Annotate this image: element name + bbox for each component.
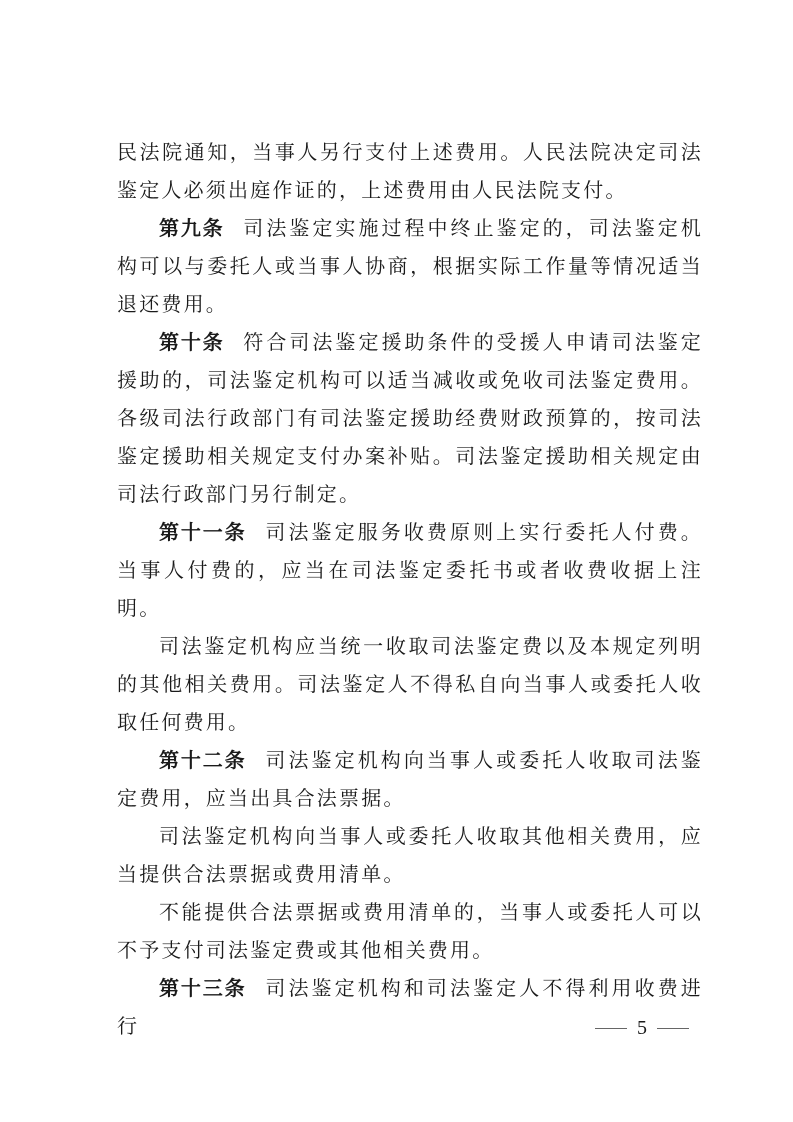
article-9 xyxy=(117,209,703,323)
paragraph-text: 司法鉴定机构向当事人或委托人收取其他相关费用，应当提供合法票据或费用清单。 xyxy=(117,824,703,886)
paragraph-text: 民法院通知，当事人另行支付上述费用。人民法院决定司法鉴定人必须出庭作证的，上述费用由人民法院支付。 xyxy=(117,140,703,202)
paragraph-continuation xyxy=(117,133,703,209)
paragraph-text: 符合司法鉴定援助条件的受援人申请司法鉴定援助的，司法鉴定机构可以适当减收或免收司法鉴定费用。各级司法行政部门有司法鉴定援助经费财政预算的，按司法鉴定援助相关规定支付办案补贴。司法鉴定援助相关规定由司法行政部门另行制定。 xyxy=(117,330,704,506)
article-12-clause-2 xyxy=(117,817,703,893)
article-12-clause-3 xyxy=(117,893,703,969)
document-body xyxy=(117,133,703,1045)
article-heading: 第十二条 xyxy=(159,748,247,772)
page-footer xyxy=(587,1015,697,1045)
article-12 xyxy=(117,741,703,817)
article-heading: 第十一条 xyxy=(159,520,247,544)
footer-dash-right xyxy=(657,1028,689,1029)
paragraph-text: 司法鉴定机构应当统一收取司法鉴定费以及本规定列明的其他相关费用。司法鉴定人不得私自向当事人或委托人收取任何费用。 xyxy=(117,634,703,734)
paragraph-text: 司法鉴定机构和司法鉴定人不得利用收费进行 xyxy=(117,976,703,1038)
page-number: 5 xyxy=(637,1017,647,1039)
article-11-clause-2 xyxy=(117,627,703,741)
article-heading: 第九条 xyxy=(159,216,225,240)
footer-dash-left xyxy=(595,1028,627,1029)
article-heading: 第十三条 xyxy=(159,976,247,1000)
paragraph-text: 司法鉴定服务收费原则上实行委托人付费。当事人付费的，应当在司法鉴定委托书或者收费收据上注明。 xyxy=(117,520,703,620)
article-11 xyxy=(117,513,703,627)
paragraph-text: 司法鉴定机构向当事人或委托人收取司法鉴定费用，应当出具合法票据。 xyxy=(117,748,703,810)
paragraph-text: 司法鉴定实施过程中终止鉴定的，司法鉴定机构可以与委托人或当事人协商，根据实际工作量等情况适当退还费用。 xyxy=(117,216,704,316)
article-10 xyxy=(117,323,703,513)
article-heading: 第十条 xyxy=(159,330,225,354)
paragraph-text: 不能提供合法票据或费用清单的，当事人或委托人可以不予支付司法鉴定费或其他相关费用。 xyxy=(117,900,703,962)
